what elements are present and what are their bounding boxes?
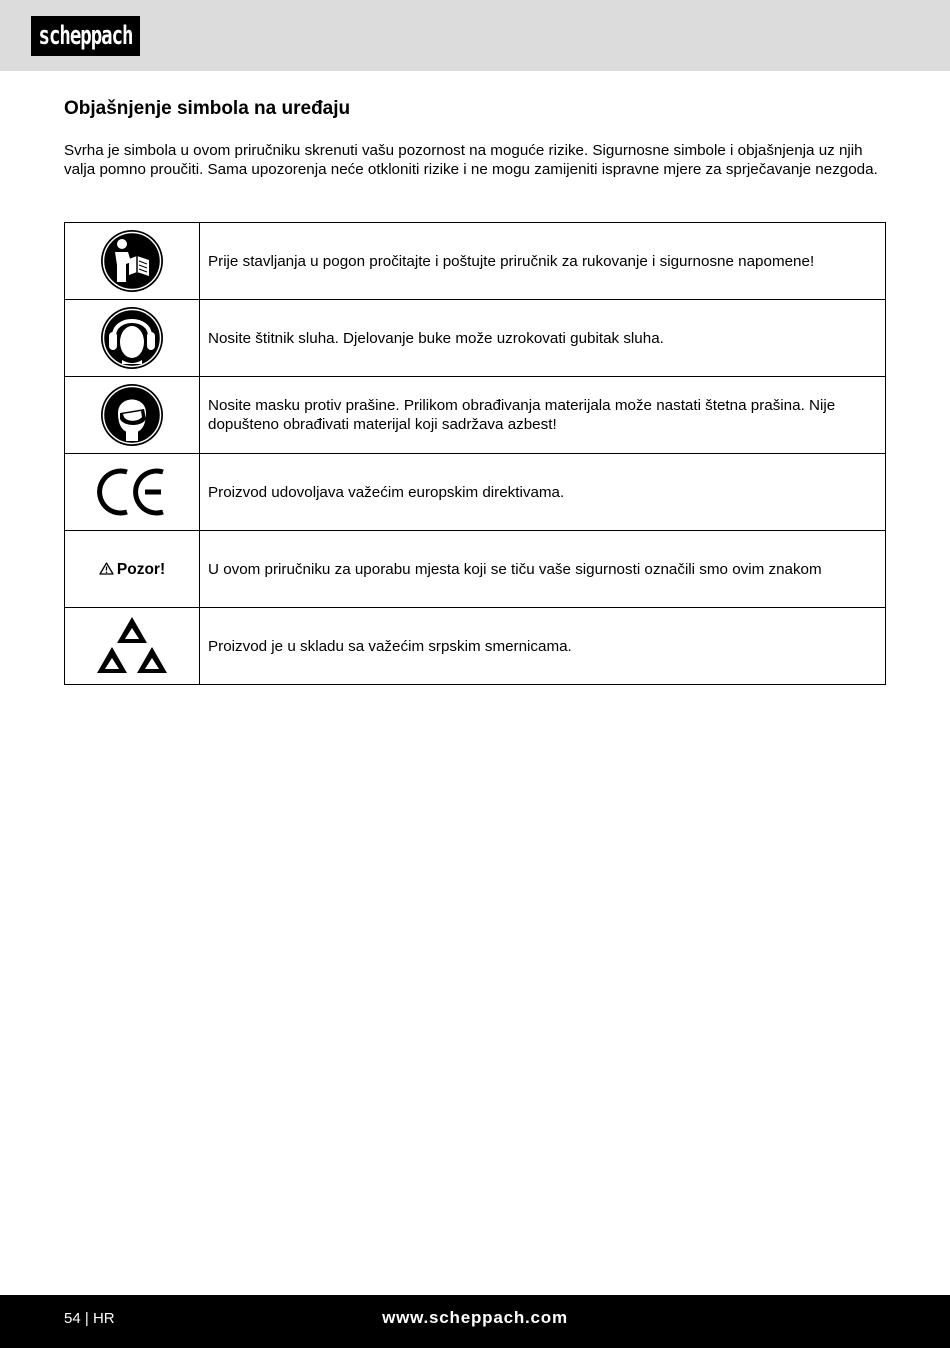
icon-cell — [65, 454, 200, 531]
website-link[interactable]: www.scheppach.com — [382, 1308, 568, 1327]
symbol-description: Prije stavljanja u pogon pročitajte i poštujte priručnik za rukovanje i sigurnosne napomene! — [200, 223, 886, 300]
icon-cell — [65, 531, 200, 608]
pozor-label: Pozor! — [116, 560, 166, 578]
symbols-table — [64, 222, 886, 685]
symbol-description: U ovom priručniku za uporabu mjesta koji se tiču vaše sigurnosti označili smo ovim znakom — [200, 531, 886, 608]
page-number: 54 — [64, 1310, 81, 1327]
table-row — [65, 223, 886, 300]
icon-cell — [65, 377, 200, 454]
table-row — [65, 531, 886, 608]
warning-label — [99, 561, 165, 578]
table-row — [65, 454, 886, 531]
table-row — [65, 377, 886, 454]
warning-icon — [99, 562, 114, 575]
page-language: HR — [92, 1310, 115, 1327]
icon-cell — [65, 300, 200, 377]
symbol-description: Nosite štitnik sluha. Djelovanje buke može uzrokovati gubitak sluha. — [200, 300, 886, 377]
ear-protection-icon — [100, 306, 164, 370]
icon-cell — [65, 608, 200, 685]
header-band — [0, 0, 950, 71]
page-separator: | — [84, 1310, 89, 1327]
symbol-description: Nosite masku protiv prašine. Prilikom obrađivanja materijala može nastati štetna prašina. Nije dopušteno obrađivati materijal koji sadržava azbest! — [200, 377, 886, 454]
page-title: Objašnjenje simbola na uređaju — [64, 98, 351, 119]
ce-mark-icon — [97, 466, 167, 518]
scheppach-logo: scheppach — [31, 16, 140, 56]
serbian-conformity-icon — [95, 615, 169, 677]
symbol-description: Proizvod udovoljava važećim europskim direktivama. — [200, 454, 886, 531]
table-row — [65, 608, 886, 685]
symbol-description: Proizvod je u skladu sa važećim srpskim smernicama. — [200, 608, 886, 685]
read-manual-icon — [100, 229, 164, 293]
dust-mask-icon — [100, 383, 164, 447]
intro-paragraph: Svrha je simbola u ovom priručniku skrenuti vašu pozornost na moguće rizike. Sigurnosne simbole i objašnjenja uz njih valja pomno proučiti. Sama upozorenja neće otkloniti rizike i ne mogu zamijeniti ispravne mjere za sprječavanje nezgoda. — [64, 142, 878, 179]
table-row — [65, 300, 886, 377]
icon-cell — [65, 223, 200, 300]
footer-band — [0, 1295, 950, 1348]
